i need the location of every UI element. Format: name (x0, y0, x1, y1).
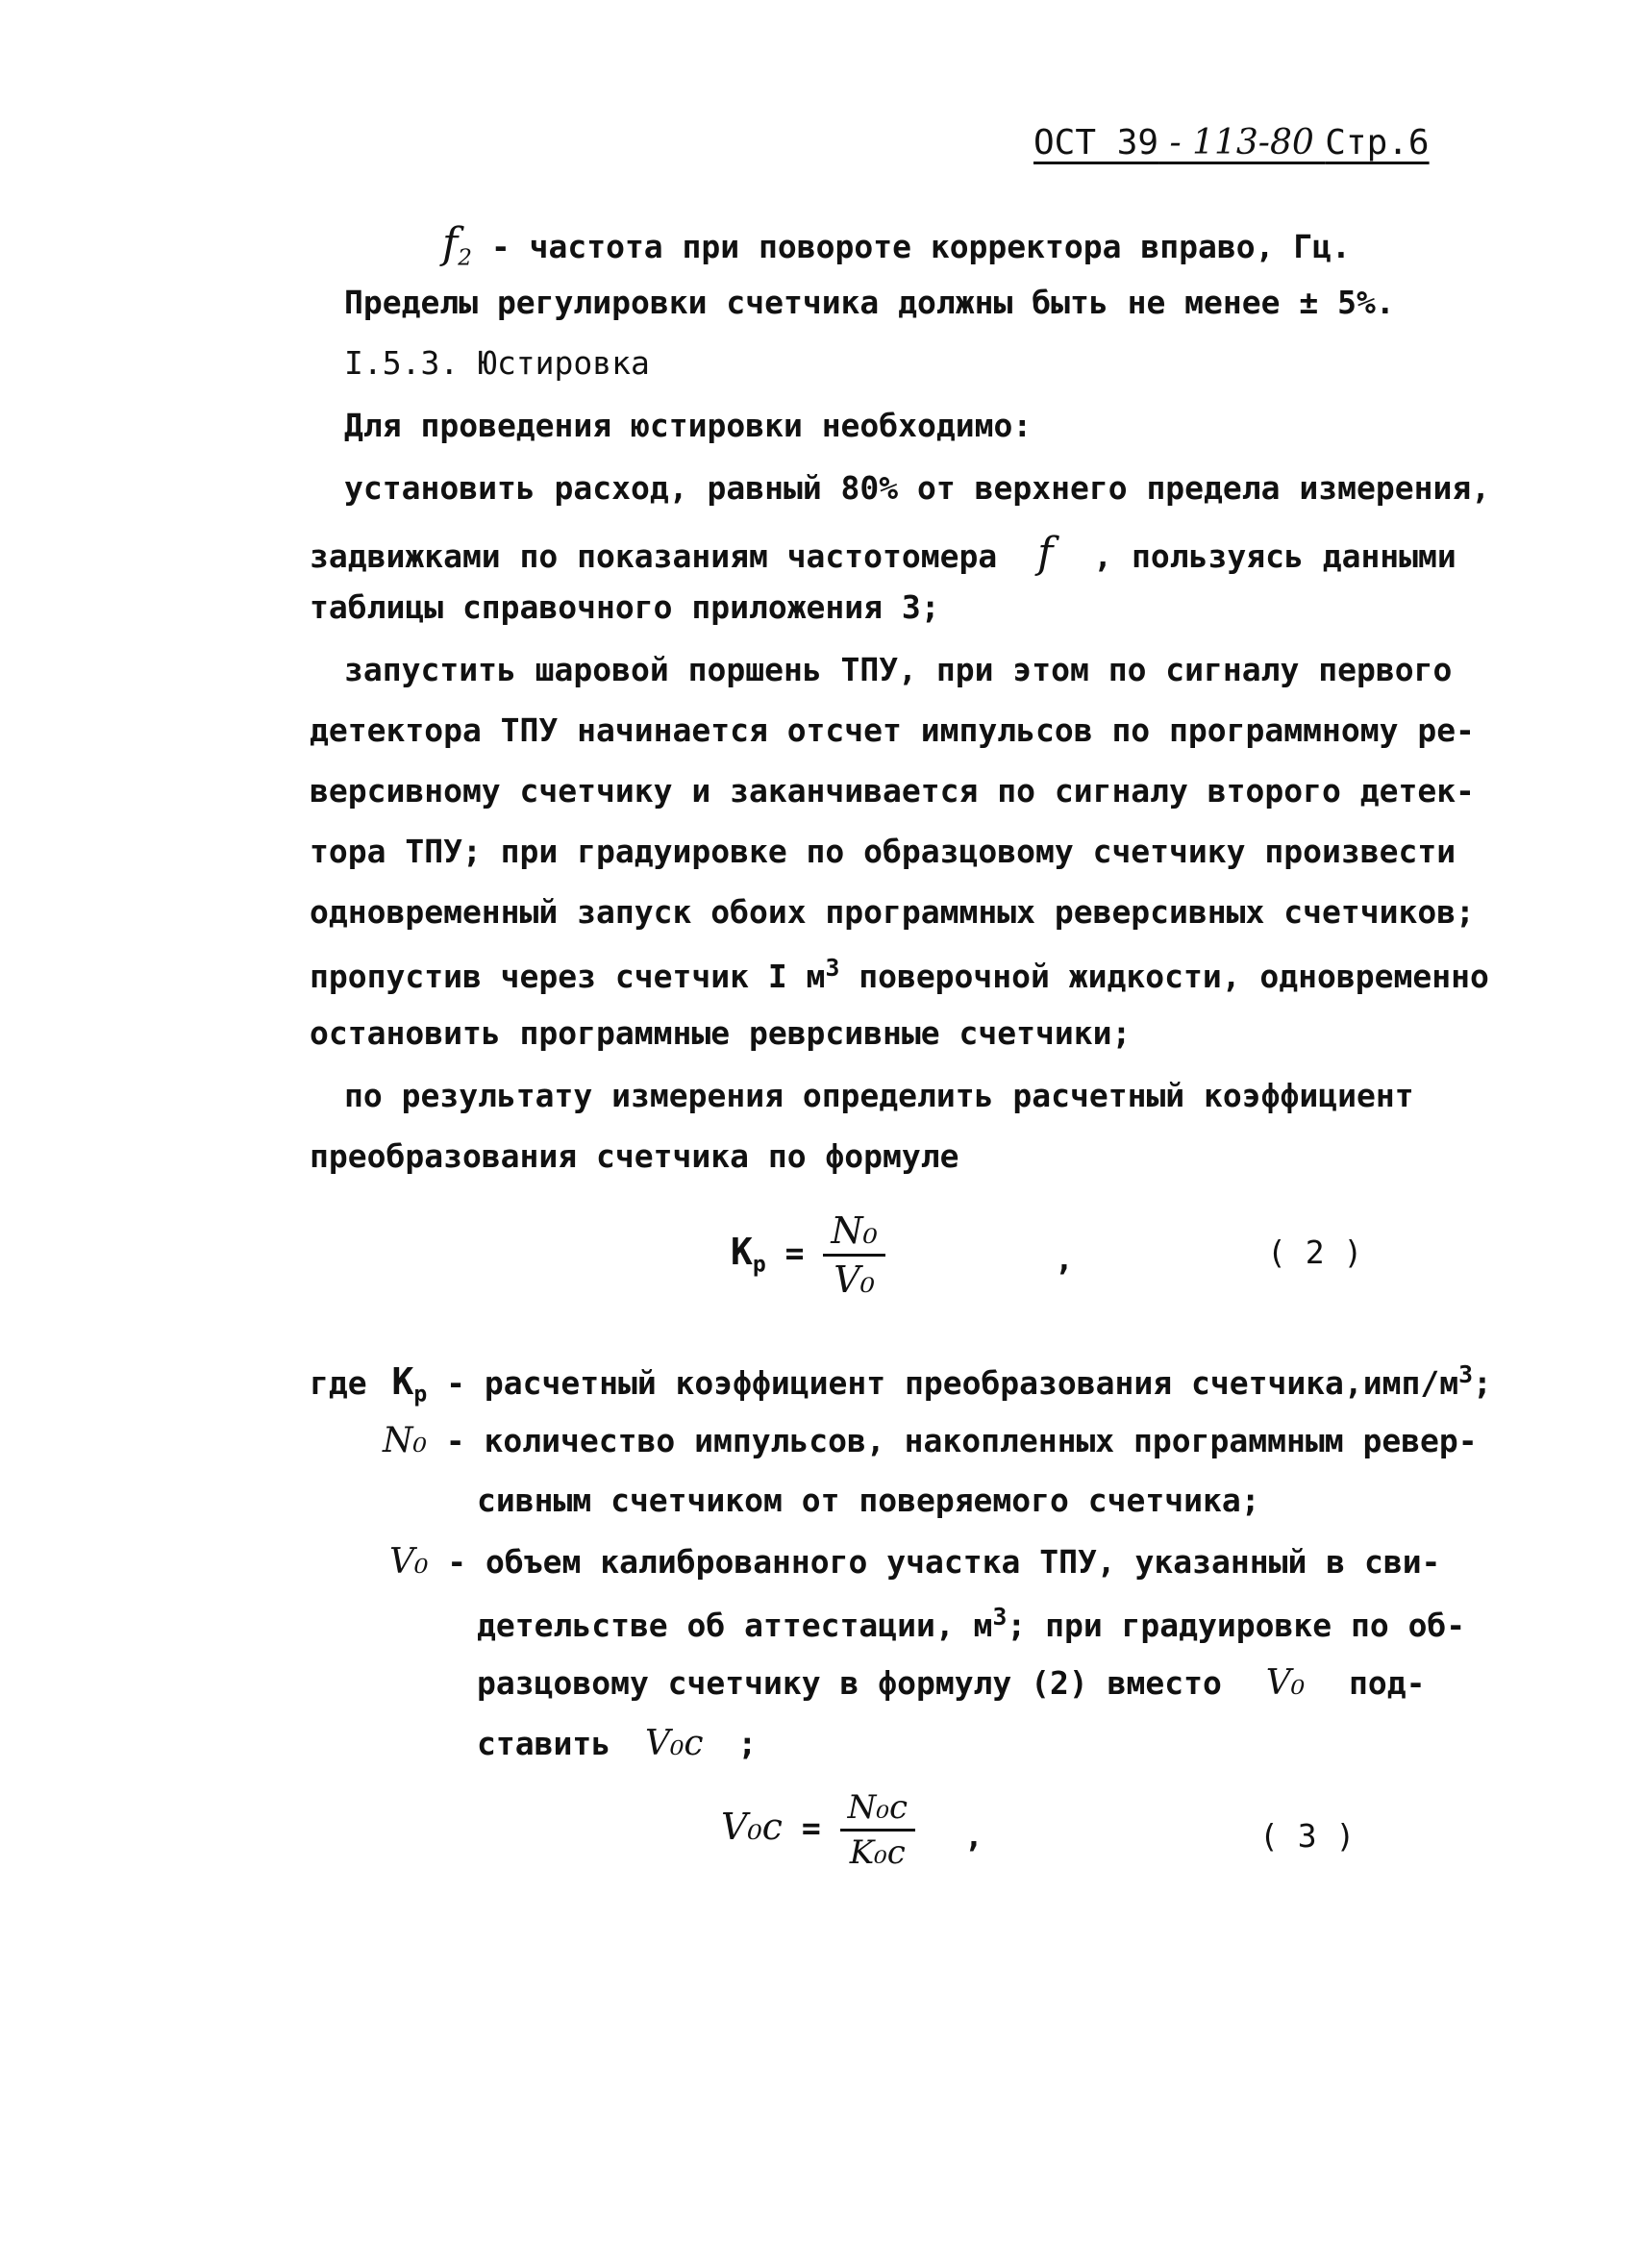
intro-line: Для проведения юстировки необходимо: (344, 407, 1033, 444)
f2-subscript: 2 (458, 245, 472, 271)
kp-end: ; (1473, 1364, 1492, 1402)
formula-3-eq: = (782, 1809, 840, 1847)
formula-2-numerator: N₀ (823, 1209, 884, 1257)
p3-line-2: преобразования счетчика по формуле (310, 1137, 959, 1175)
formula-2-lhs-sub: р (752, 1252, 766, 1278)
p1-line-2-start: задвижками по показаниям частотомера (310, 537, 998, 575)
v0-line-2-start: детельстве об аттестации, м (477, 1607, 993, 1644)
f2-text: - частота при повороте корректора вправо, Гц. (472, 228, 1351, 265)
v0-line-3-start: разцовому счетчику в формулу (2) вместо (477, 1664, 1222, 1702)
section-heading: I.5.3. Юстировка (344, 344, 650, 382)
limits-line: Пределы регулировки счетчика должны быть не менее ± 5%. (344, 284, 1395, 321)
v0-superscript: 3 (992, 1603, 1008, 1631)
standard-number: - 113-80 (1158, 123, 1326, 162)
v0-line-4 (477, 1724, 757, 1763)
kp-text: - расчетный коэффициент преобразования счетчика,имп/м (427, 1364, 1459, 1402)
page-number: Стр.6 (1325, 123, 1430, 162)
kp-subscript: р (413, 1382, 428, 1408)
formula-2-denominator: V₀ (834, 1259, 875, 1301)
cubic-superscript: 3 (825, 954, 840, 982)
formula-2-eq: = (765, 1234, 824, 1272)
formula-3-number: ( 3 ) (1259, 1817, 1356, 1855)
v0-line-2-end: ; при градуировке по об- (1007, 1607, 1466, 1644)
p1-line-1: установить расход, равный 80% от верхнего предела измерения, (344, 469, 1491, 507)
document-header (1033, 123, 1430, 162)
where-word: где (310, 1364, 367, 1402)
p1-line-2 (310, 529, 1456, 578)
n0-line-1: - количество импульсов, накопленных программным ревер- (426, 1422, 1478, 1459)
definition-kp (310, 1360, 1492, 1408)
v0c-symbol: V₀с (644, 1724, 704, 1763)
p1-line-2-end: , пользуясь данными (1093, 537, 1456, 575)
p2-line-3: версивному счетчику и заканчивается по сигналу второго детек- (310, 772, 1475, 810)
definition-n0 (383, 1421, 1478, 1460)
v0-line-3 (477, 1663, 1426, 1703)
kp-symbol: К (391, 1360, 414, 1403)
formula-3-denominator: K₀с (849, 1833, 906, 1872)
p1-line-3: таблицы справочного приложения 3; (310, 588, 940, 626)
formula-2-comma: , (1055, 1240, 1074, 1278)
frequency-symbol: f (1037, 529, 1054, 578)
p2-line-6-end: поверочной жидкости, одновременно (839, 958, 1489, 995)
p2-line-7: остановить программные реврсивные счетчики; (310, 1014, 1132, 1052)
p2-line-6-start: пропустив через счетчик I м (310, 958, 826, 995)
v0-line-3-symbol: V₀ (1265, 1663, 1306, 1703)
p2-line-5: одновременный запуск обоих программных реверсивных счетчиков; (310, 893, 1475, 931)
p2-line-4: тора ТПУ; при градуировке по образцовому счетчику произвести (310, 833, 1456, 870)
formula-2-number: ( 2 ) (1267, 1234, 1363, 1271)
v0-line-2 (477, 1603, 1465, 1644)
formula-3 (721, 1788, 915, 1872)
kp-superscript: 3 (1458, 1360, 1474, 1388)
formula-3-numerator: N₀с (840, 1788, 915, 1832)
v0-line-1: - объем калиброванного участка ТПУ, указанный в сви- (428, 1543, 1441, 1581)
n0-line-2: сивным счетчиком от поверяемого счетчика; (477, 1482, 1260, 1519)
v0-line-4-end: ; (737, 1725, 758, 1762)
v0-symbol: V₀ (389, 1542, 429, 1582)
formula-2-fraction (823, 1209, 884, 1301)
formula-3-fraction (840, 1788, 915, 1872)
standard-code: ОСТ 39 (1033, 123, 1159, 162)
formula-3-lhs: V₀с (721, 1806, 783, 1848)
n0-symbol: N₀ (383, 1421, 427, 1460)
v0-line-4-start: ставить (477, 1725, 611, 1762)
p2-line-2: детектора ТПУ начинается отсчет импульсов по программному ре- (310, 711, 1475, 749)
v0-line-3-end: под- (1349, 1664, 1426, 1702)
formula-3-comma: , (964, 1817, 983, 1855)
f2-symbol: f (442, 219, 459, 268)
definition-v0 (389, 1542, 1440, 1582)
f2-definition (442, 219, 1351, 271)
formula-2-lhs: К (731, 1231, 753, 1273)
p2-line-6 (310, 954, 1489, 995)
p2-line-1: запустить шаровой поршень ТПУ, при этом по сигналу первого (344, 651, 1453, 688)
formula-2 (731, 1209, 885, 1301)
p3-line-1: по результату измерения определить расчетный коэффициент (344, 1077, 1414, 1114)
